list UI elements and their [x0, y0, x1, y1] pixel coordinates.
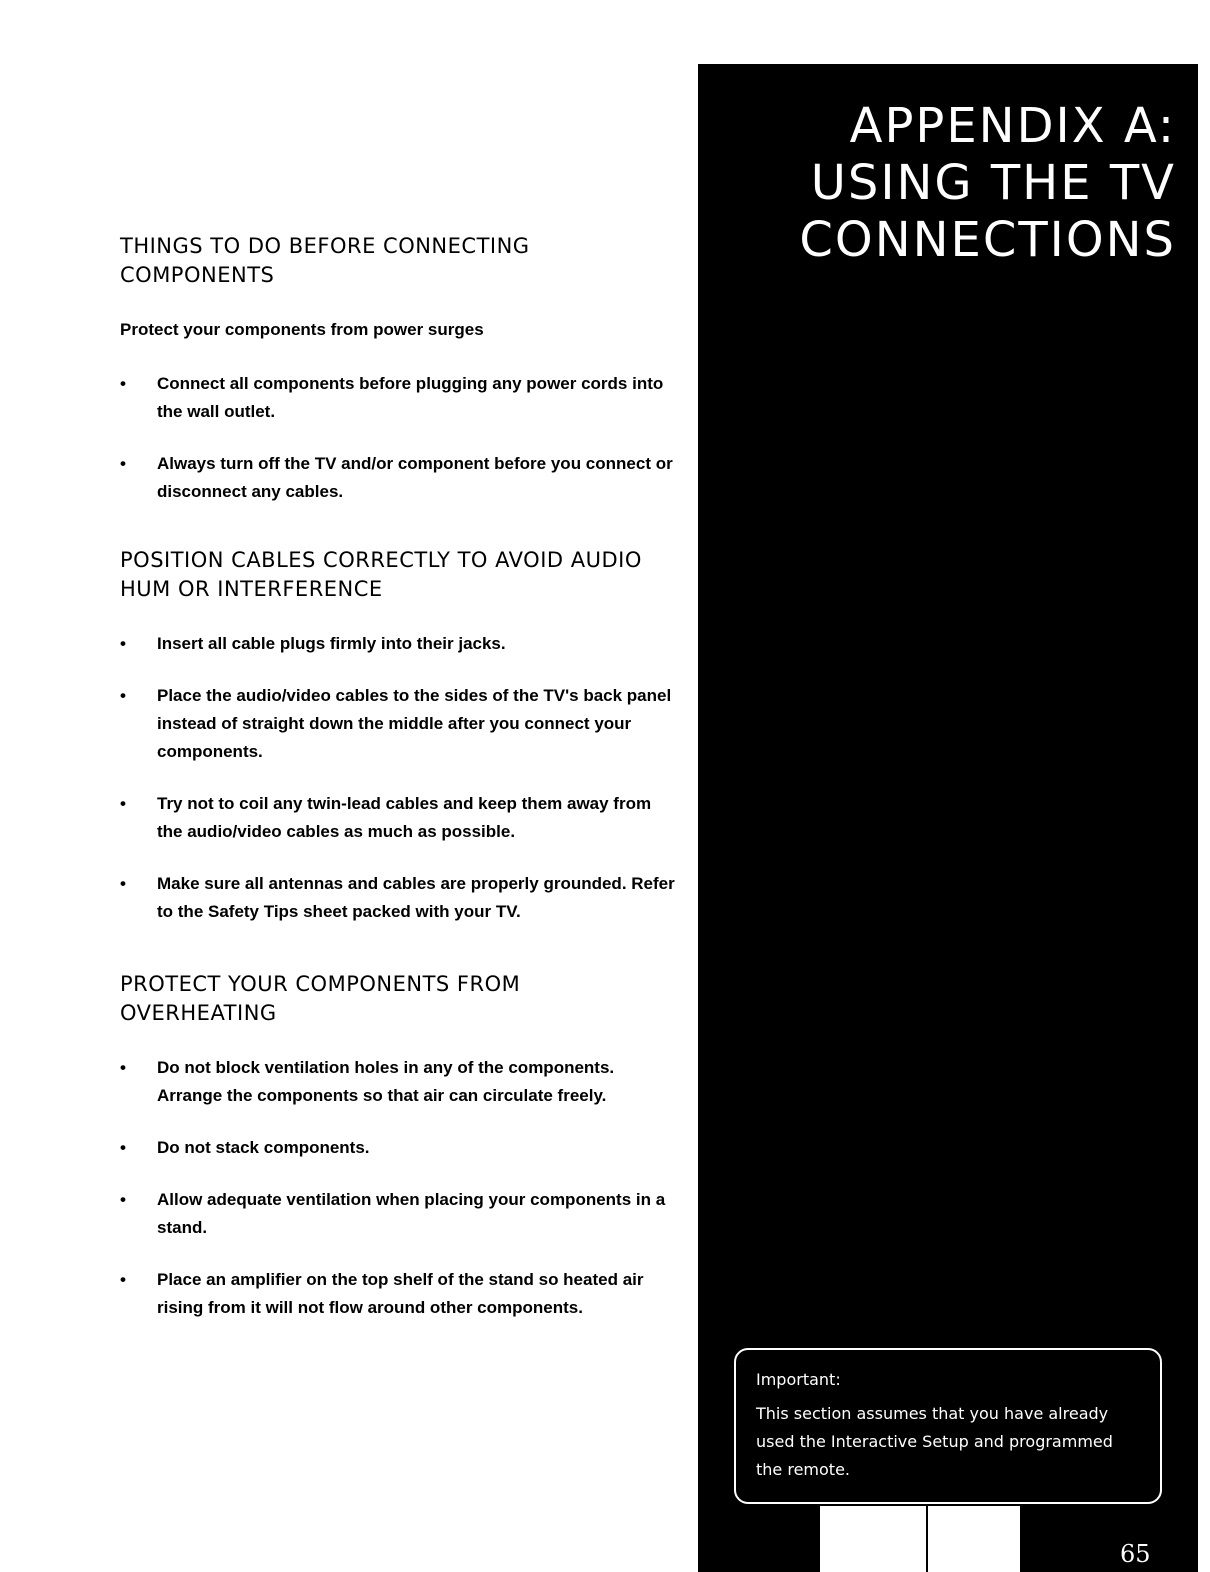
bullet-list	[120, 1054, 680, 1322]
section-position-cables	[120, 546, 680, 926]
appendix-title	[799, 98, 1176, 269]
important-text: This section assumes that you have already used the Interactive Setup and programmed the remote.	[756, 1404, 1113, 1479]
bullet-item: • Do not block ventilation holes in any of the components. Arrange the components so that air can circulate freely.	[120, 1054, 680, 1110]
bullet-item: • Insert all cable plugs firmly into their jacks.	[120, 630, 680, 658]
bullet-item: • Do not stack components.	[120, 1134, 680, 1162]
section-heading: POSITION CABLES CORRECTLY TO AVOID AUDIO HUM OR INTERFERENCE	[120, 548, 642, 601]
section-subheading: Protect your components from power surges	[120, 320, 484, 339]
section-before-connecting	[120, 232, 680, 506]
title-line: USING THE TV	[810, 155, 1176, 211]
bullet-list	[120, 370, 680, 506]
page-number: 65	[1120, 1540, 1151, 1568]
bullet-item: • Always turn off the TV and/or component before you connect or disconnect any cables.	[120, 450, 680, 506]
bullet-item: • Make sure all antennas and cables are properly grounded. Refer to the Safety Tips sheet packed with your TV.	[120, 870, 680, 926]
important-note	[734, 1348, 1162, 1504]
tab-marker-block	[820, 1506, 926, 1572]
section-heading: PROTECT YOUR COMPONENTS FROM OVERHEATING	[120, 972, 521, 1025]
bullet-list	[120, 630, 680, 926]
bullet-item: • Connect all components before plugging any power cords into the wall outlet.	[120, 370, 680, 426]
section-overheating	[120, 970, 680, 1322]
title-line: APPENDIX A:	[849, 98, 1176, 154]
bullet-item: • Place an amplifier on the top shelf of the stand so heated air rising from it will not flow around other components.	[120, 1266, 680, 1322]
title-line: CONNECTIONS	[799, 212, 1176, 268]
bullet-item: • Place the audio/video cables to the sides of the TV's back panel instead of straight down the middle after you connect your components.	[120, 682, 680, 766]
section-heading: THINGS TO DO BEFORE CONNECTING COMPONENTS	[120, 234, 530, 287]
bullet-item: • Try not to coil any twin-lead cables and keep them away from the audio/video cables as much as possible.	[120, 790, 680, 846]
tab-marker-block	[928, 1506, 1020, 1572]
bullet-item: • Allow adequate ventilation when placing your components in a stand.	[120, 1186, 680, 1242]
main-content	[120, 232, 680, 1346]
important-label: Important:	[756, 1370, 841, 1389]
appendix-sidebar	[698, 64, 1198, 1572]
